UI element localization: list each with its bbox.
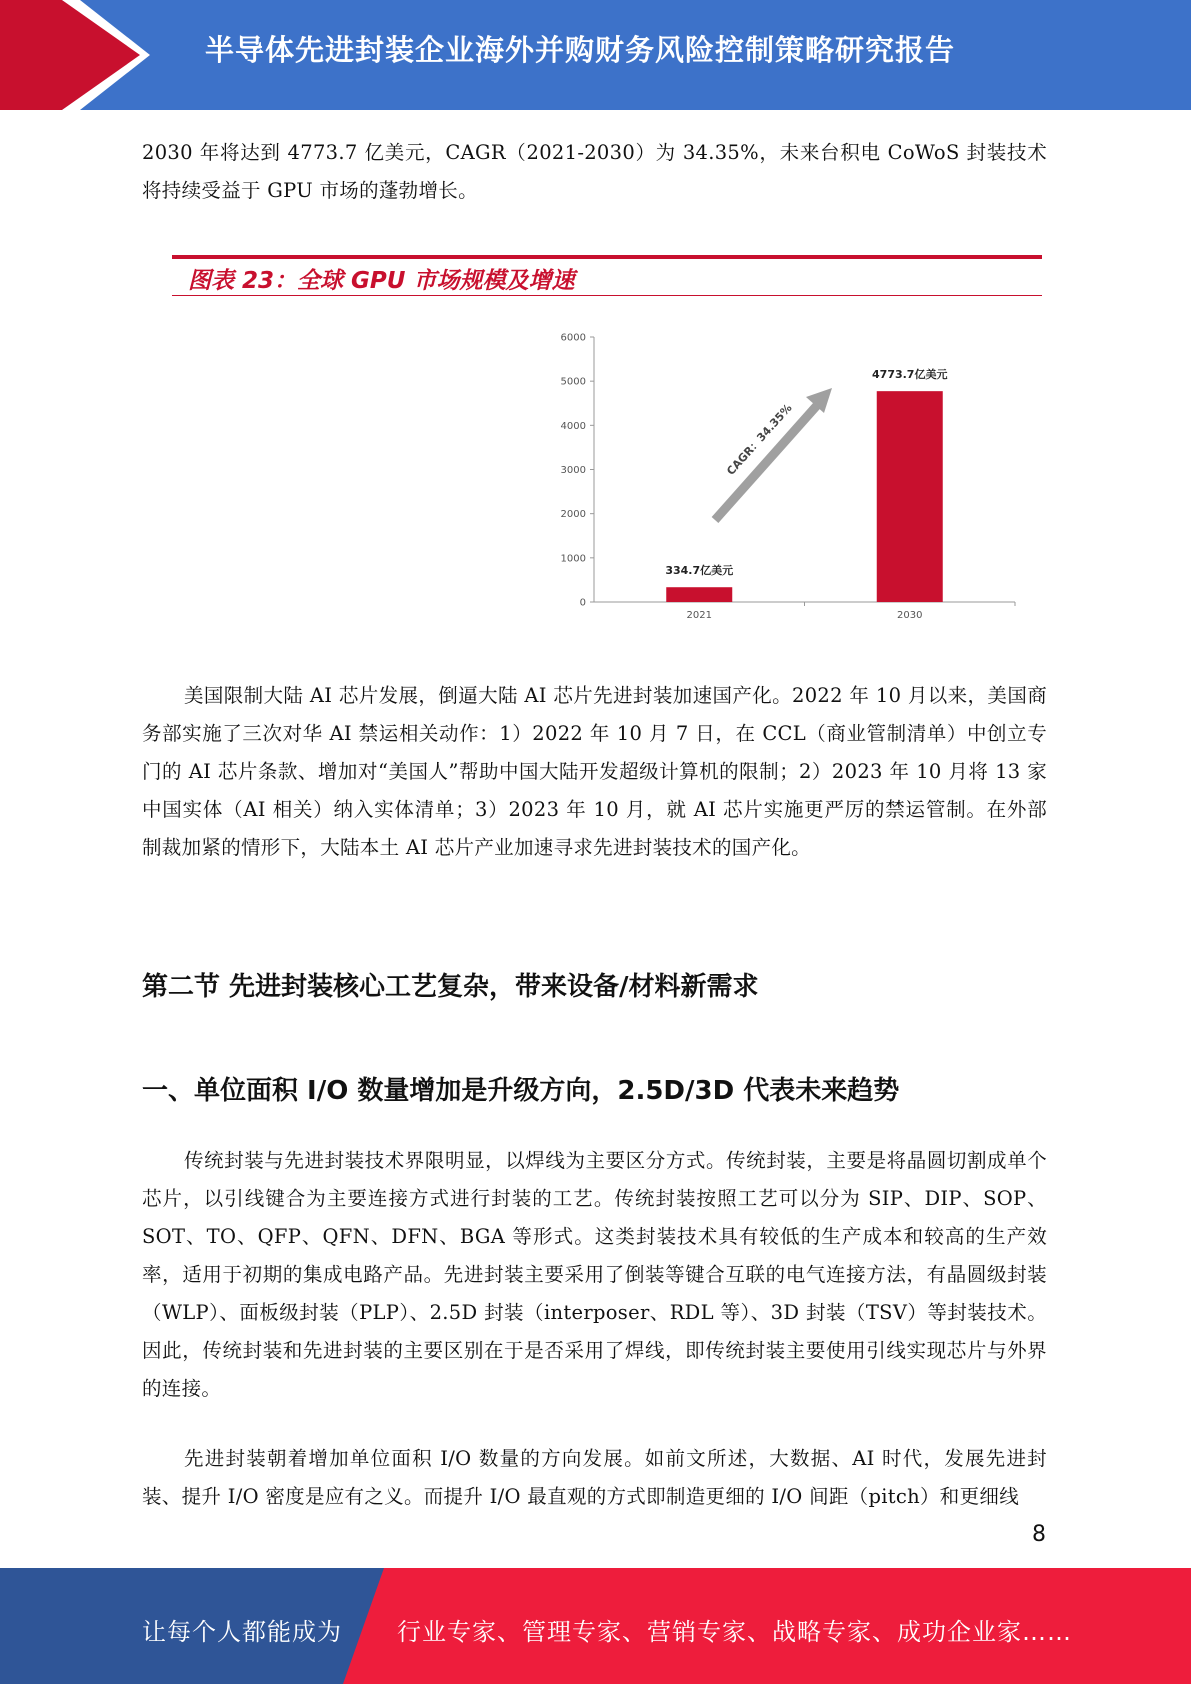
figure-top-rule xyxy=(172,255,1042,259)
data-label-2021: 334.7亿美元 xyxy=(665,564,734,578)
bar-2030 xyxy=(877,391,943,602)
y-tick-label: 3000 xyxy=(560,465,586,476)
x-tick-label-2030: 2030 xyxy=(897,610,923,621)
data-label-2030: 4773.7亿美元 xyxy=(872,368,948,382)
subsection-heading: 一、单位面积 I/O 数量增加是升级方向，2.5D/3D 代表未来趋势 xyxy=(142,1076,900,1106)
y-tick-label: 1000 xyxy=(560,553,586,565)
figure-title: 图表 23：全球 GPU 市场规模及增速 xyxy=(188,268,575,294)
io-density-paragraph: 先进封装朝着增加单位面积 I/O 数量的方向发展。如前文所述，大数据、AI 时代，发展先进封装、提升 I/O 密度是应有之义。而提升 I/O 最直观的方式即制造更细的 I/O 间距（pitch）和更细线 xyxy=(142,1447,1047,1508)
y-tick-label: 4000 xyxy=(560,420,586,432)
section-heading: 第二节 先进封装核心工艺复杂，带来设备/材料新需求 xyxy=(142,972,759,1002)
header-band xyxy=(0,0,1191,110)
intro-paragraph: 2030 年将达到 4773.7 亿美元，CAGR（2021-2030）为 34.35%，未来台积电 CoWoS 封装技术将持续受益于 GPU 市场的蓬勃增长。 xyxy=(142,141,1047,202)
traditional-packaging-paragraph: 传统封装与先进封装技术界限明显，以焊线为主要区分方式。传统封装，主要是将晶圆切割成单个芯片，以引线键合为主要连接方式进行封装的工艺。传统封装按照工艺可以分为 SIP、DIP、SOP、SOT、TO、QFP、QFN、DFN、BGA 等形式。这类封装技术具有较低的生产成本和较高的生产效率，适用于初期的集成电路产品。先进封装主要采用了倒装等键合互联的电气连接方法，有晶圆级封装（WLP）、面板级封装（PLP）、2.5D 封装（interposer、RDL 等）、3D 封装（TSV）等封装技术。因此，传统封装和先进封装的主要区别在于是否采用了焊线，即传统封装主要使用引线实现芯片与外界的连接。 xyxy=(142,1149,1047,1400)
y-tick-label: 0 xyxy=(579,597,586,609)
report-title: 半导体先进封装企业海外并购财务风险控制策略研究报告 xyxy=(205,33,956,67)
y-tick-label: 5000 xyxy=(560,376,586,388)
y-tick-label: 6000 xyxy=(560,332,586,344)
page-number: 8 xyxy=(1032,1522,1046,1547)
cagr-annotation: CAGR：34.35% xyxy=(724,401,795,478)
figure-bottom-rule xyxy=(172,295,1042,296)
footer-slogan-right: 行业专家、管理专家、营销专家、战略专家、成功企业家…… xyxy=(397,1618,1072,1646)
us-restriction-paragraph: 美国限制大陆 AI 芯片发展，倒逼大陆 AI 芯片先进封装加速国产化。2022 年 10 月以来，美国商务部实施了三次对华 AI 禁运相关动作：1）2022 年 10 月 7 日，在 CCL（商业管制清单）中创立专门的 AI 芯片条款、增加对“美国人”帮助中国大陆开发超级计算机的限制；2）2023 年 10 月将 13 家中国实体（AI 相关）纳入实体清单；3）2023 年 10 月，就 AI 芯片实施更严厉的禁运管制。在外部制裁加紧的情形下，大陆本土 AI 芯片产业加速寻求先进封装技术的国产化。 xyxy=(142,684,1047,859)
bar-2021 xyxy=(666,587,732,602)
x-tick-label-2021: 2021 xyxy=(686,610,712,621)
footer-slogan-left: 让每个人都能成为 xyxy=(142,1618,342,1646)
y-tick-label: 2000 xyxy=(560,509,586,521)
cagr-arrow xyxy=(715,388,832,520)
gpu-market-bar-chart xyxy=(540,320,1030,630)
footer-band xyxy=(0,1568,1191,1684)
